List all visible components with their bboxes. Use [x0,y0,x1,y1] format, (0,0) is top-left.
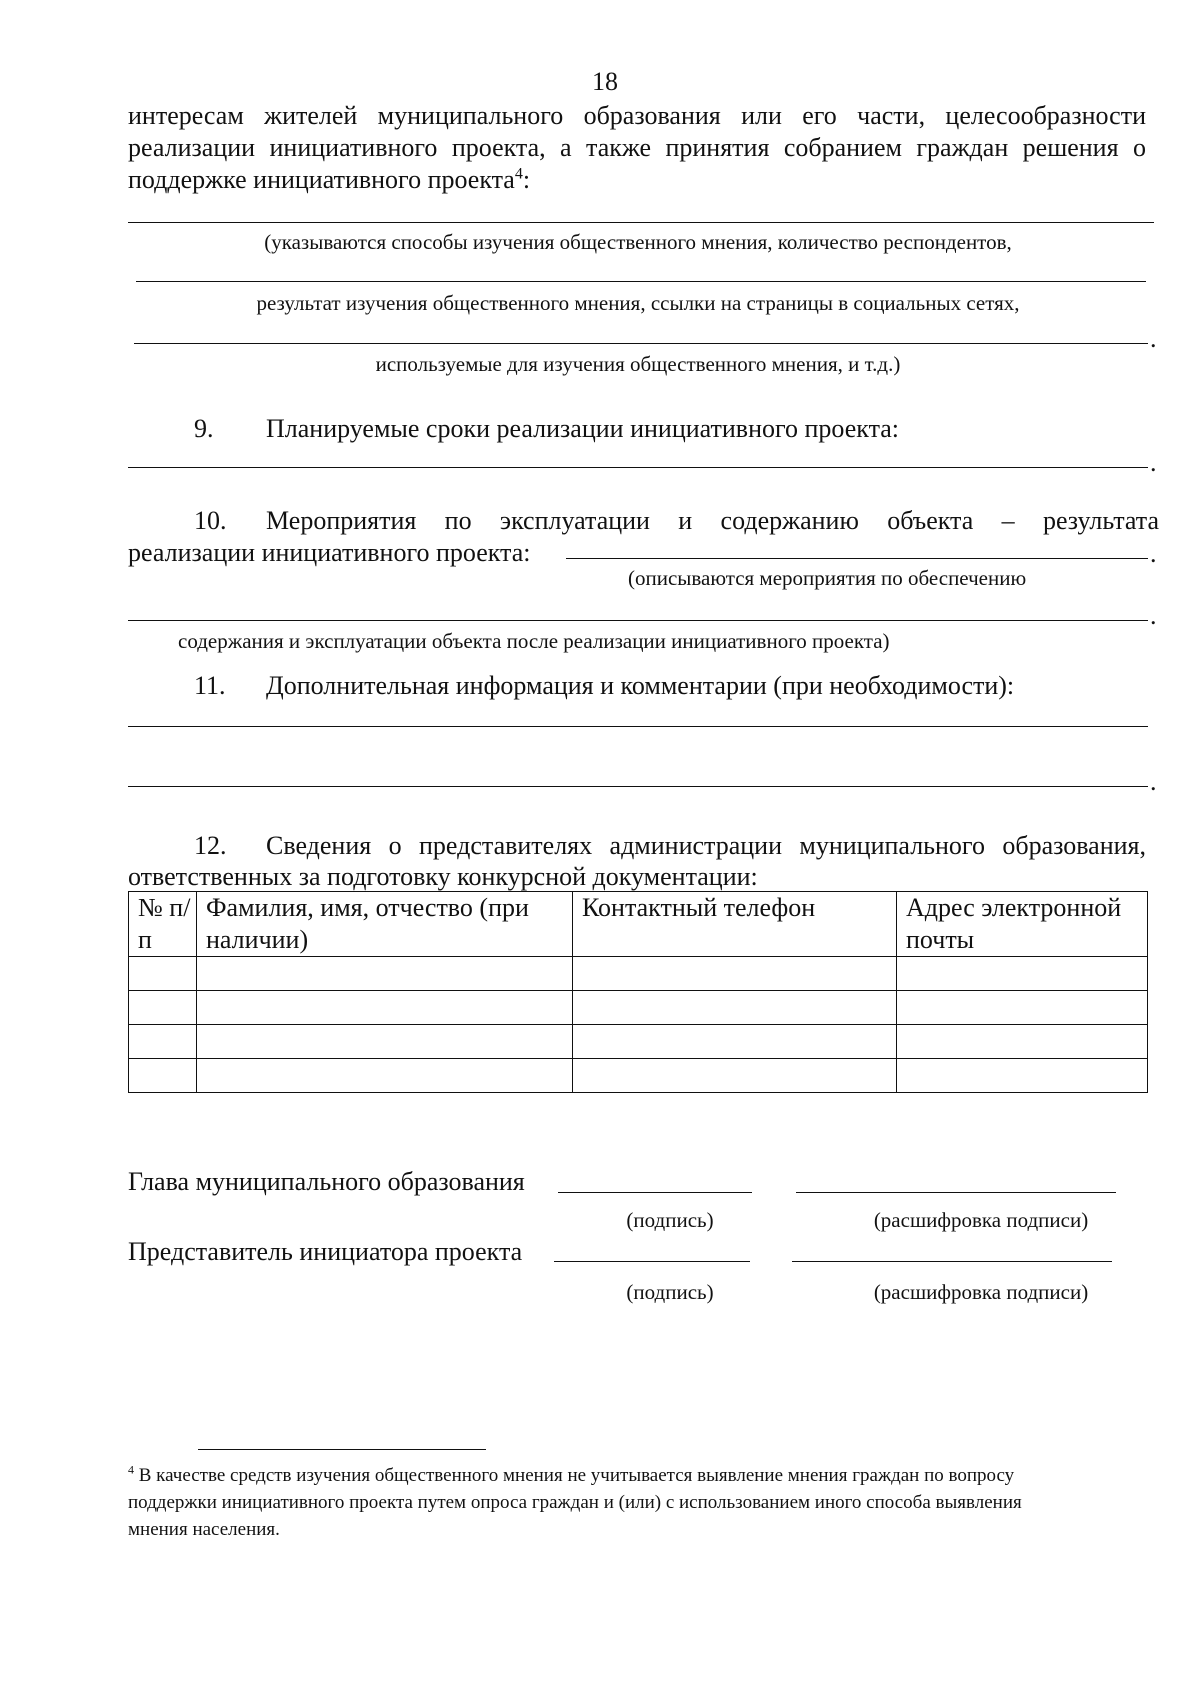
section-10-end-period-1: . [1150,539,1157,568]
initiator-signature-hint: (подпись) [626,1280,714,1304]
section-11-blank-line-1[interactable] [128,726,1148,727]
footnote-line-3: мнения населения. [128,1519,280,1540]
section-10-blank-line-1[interactable] [566,558,1148,559]
opinion-hint-2: результат изучения общественного мнения, ссылки на страницы в социальных сетях, [256,291,1020,315]
page-number: 18 [592,67,618,96]
table-cell[interactable] [197,1059,573,1093]
section-11-blank-line-2[interactable] [128,786,1148,787]
table-cell[interactable] [897,1025,1148,1059]
footnote-line-1 [128,1462,1158,1489]
table-cell[interactable] [129,991,197,1025]
initiator-decoding-hint: (расшифровка подписи) [873,1280,1089,1304]
opinion-blank-line-2[interactable] [136,281,1146,282]
opinion-blank-line-3[interactable] [134,343,1148,344]
footnote-reference: 4 [514,165,523,183]
head-signature-hint: (подпись) [626,1208,714,1232]
table-cell[interactable] [573,991,897,1025]
section-10-blank-line-2[interactable] [128,620,1148,621]
table-cell[interactable] [197,957,573,991]
table-cell[interactable] [897,991,1148,1025]
section-10-line-1: Мероприятия по эксплуатации и содержанию объекта – результата [266,506,1159,535]
table-cell[interactable] [897,1059,1148,1093]
table-cell[interactable] [197,991,573,1025]
section-12-line-1: Сведения о представителях администрации муниципального образования, [266,831,1146,860]
table-row [129,957,1148,991]
column-header-full-name: Фамилия, имя, отчество (при наличии) [197,892,573,957]
section-10-line-2: реализации инициативного проекта: [128,538,531,567]
initiator-signature-label: Представитель инициатора проекта [128,1237,523,1266]
column-header-phone: Контактный телефон [573,892,897,957]
table-cell[interactable] [197,1025,573,1059]
initiator-signature-line[interactable] [554,1261,750,1262]
column-header-email: Адрес электронной почты [897,892,1148,957]
table-cell[interactable] [129,1025,197,1059]
head-decoding-hint: (расшифровка подписи) [873,1208,1089,1232]
section-10-end-period-2: . [1150,601,1157,630]
intro-line-3-colon: : [522,165,531,194]
column-header-number: № п/п [129,892,197,957]
head-signature-line[interactable] [558,1192,752,1193]
table-header-row [129,892,1148,957]
footnote-line-2: поддержки инициативного проекта путем опроса граждан и (или) с использованием иного способа выявления [128,1492,1022,1513]
intro-line-1: интересам жителей муниципального образования или его части, целесообразности [128,101,1146,130]
section-10-number: 10. [194,506,227,535]
opinion-end-period: . [1150,324,1157,353]
intro-line-2: реализации инициативного проекта, а также принятия собранием граждан решения о [128,133,1146,162]
section-11-end-period: . [1150,767,1157,796]
section-12-line-2: ответственных за подготовку конкурсной документации: [128,862,758,891]
section-11-number: 11. [194,671,226,700]
section-12-number: 12. [194,831,227,860]
table-row [129,991,1148,1025]
section-9-text: Планируемые сроки реализации инициативного проекта: [266,414,900,443]
table-row [129,1059,1148,1093]
section-11-text: Дополнительная информация и комментарии (при необходимости): [266,671,1015,700]
head-decoding-line[interactable] [796,1192,1116,1193]
section-9-number: 9. [194,414,214,443]
table-cell[interactable] [573,957,897,991]
section-10-hint-2: содержания и эксплуатации объекта после реализации инициативного проекта) [178,629,890,653]
opinion-blank-line-1[interactable] [128,222,1154,223]
footnote-line-1-text: В качестве средств изучения общественного мнения не учитывается выявление мнения граждан по вопросу [138,1465,1015,1486]
initiator-decoding-line[interactable] [792,1261,1112,1262]
table-cell[interactable] [897,957,1148,991]
footnote-marker: 4 [128,1462,134,1477]
section-9-blank-line[interactable] [128,467,1148,468]
intro-line-3 [128,164,530,196]
table-cell[interactable] [573,1059,897,1093]
opinion-hint-3: используемые для изучения общественного мнения, и т.д.) [375,352,901,376]
section-9-end-period: . [1150,448,1157,477]
table-cell[interactable] [573,1025,897,1059]
table-cell[interactable] [129,957,197,991]
intro-line-3-text: поддержке инициативного проекта [128,165,515,194]
section-10-hint-1: (описываются мероприятия по обеспечению [628,566,1027,590]
table-row [129,1025,1148,1059]
head-signature-label: Глава муниципального образования [128,1167,525,1196]
table-cell[interactable] [129,1059,197,1093]
representatives-table [128,891,1148,1093]
footnote-separator [198,1449,486,1450]
opinion-hint-1: (указываются способы изучения общественного мнения, количество респондентов, [264,230,1012,254]
